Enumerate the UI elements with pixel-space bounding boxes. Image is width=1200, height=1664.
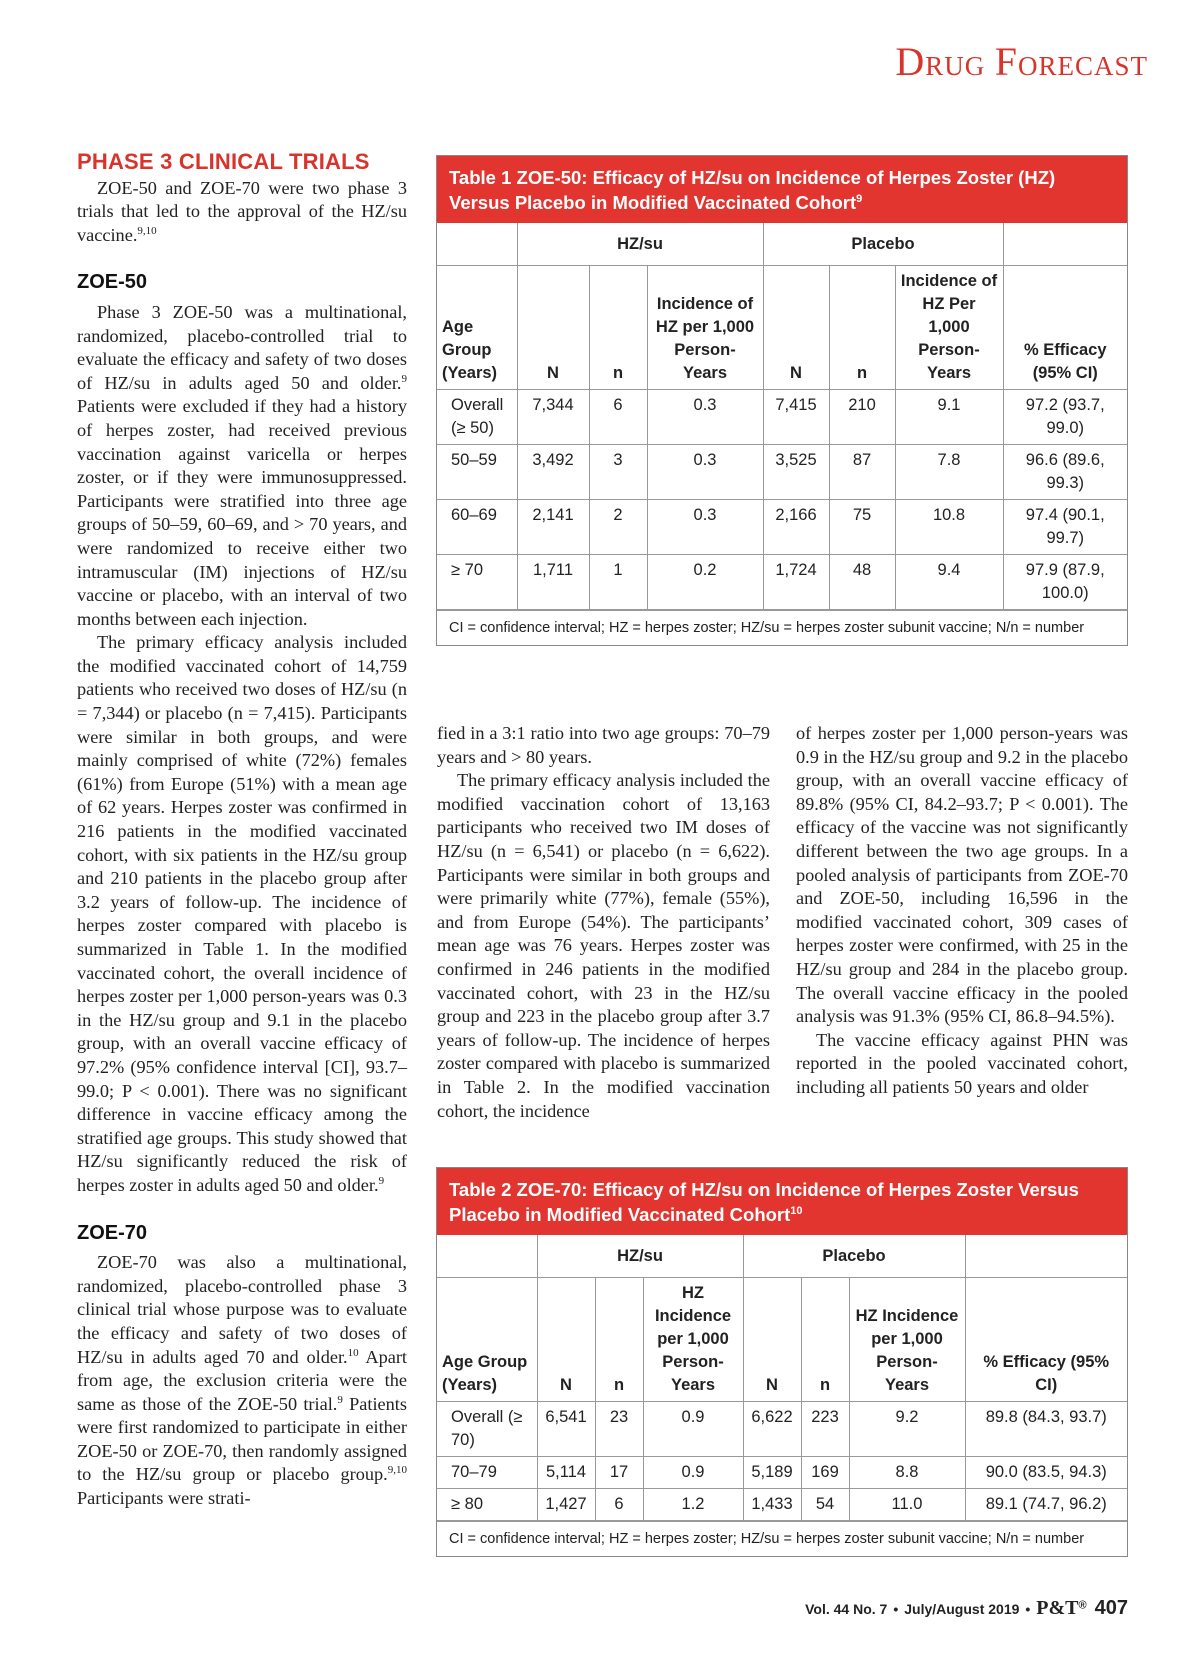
- table-cell: 7,415: [763, 390, 829, 445]
- table-cell: 48: [829, 555, 895, 610]
- table-cell: 3,525: [763, 445, 829, 500]
- table-row: [437, 500, 1127, 555]
- table-cell: 5,114: [537, 1457, 595, 1489]
- table-cell: 23: [595, 1402, 643, 1457]
- page-number: 407: [1094, 1597, 1128, 1619]
- column-header: n: [595, 1278, 643, 1402]
- column-header: HZ Incidence per 1,000 Person-Years: [643, 1278, 743, 1402]
- table-cell: ≥ 80: [437, 1489, 537, 1521]
- group-header-placebo: Placebo: [743, 1235, 965, 1278]
- table-cell: 97.2 (93.7, 99.0): [1003, 390, 1127, 445]
- table-cell: 7.8: [895, 445, 1003, 500]
- column-header: n: [829, 266, 895, 390]
- table-cell: 6,622: [743, 1402, 801, 1457]
- table-cell: 2: [589, 500, 647, 555]
- volume: Vol. 44 No. 7: [805, 1601, 888, 1617]
- table-cell: 1: [589, 555, 647, 610]
- intro-paragraph: ZOE-50 and ZOE-70 were two phase 3 trials that led to the approval of the HZ/su vaccine.$^{9,10}$: [77, 177, 407, 245]
- left-column: [77, 150, 407, 1511]
- right-paragraph-1: of herpes zoster per 1,000 person-years was 0.9 in the HZ/su group and 9.2 in the placebo group, with an overall vaccine efficacy of 89.8% (95% CI, 84.2–93.7; P < 0.001). The efficacy of the vaccine was not significantly different between the two age groups. In a pooled analysis of participants from ZOE-70 and ZOE-50, including 16,596 in the modified vaccinated cohort, 309 cases of herpes zoster were confirmed, with 25 in the HZ/su group and 284 in the placebo group. The overall vaccine efficacy in the pooled analysis was 91.3% (95% CI, 86.8–94.5%).: [796, 723, 1128, 1027]
- table-cell: 97.9 (87.9, 100.0): [1003, 555, 1127, 610]
- right-column: [796, 722, 1128, 1100]
- table-row: [437, 555, 1127, 610]
- table-cell: 1.2: [643, 1489, 743, 1521]
- table-cell: 9.2: [849, 1402, 965, 1457]
- table-2: [436, 1167, 1128, 1557]
- column-header: N: [517, 266, 589, 390]
- journal-name: P&T: [1036, 1597, 1079, 1619]
- column-header: N: [743, 1278, 801, 1402]
- table-row: [437, 390, 1127, 445]
- right-paragraph-2: The vaccine efficacy against PHN was reported in the pooled vaccinated cohort, including all patients 50 years and older: [796, 1029, 1128, 1097]
- table-1-footnote: CI = confidence interval; HZ = herpes zoster; HZ/su = herpes zoster subunit vaccine; N/n = number: [437, 610, 1127, 645]
- table-cell: 97.4 (90.1, 99.7): [1003, 500, 1127, 555]
- table-row: [437, 1457, 1127, 1489]
- table-cell: 96.6 (89.6, 99.3): [1003, 445, 1127, 500]
- column-header: HZ Incidence per 1,000 Person-Years: [849, 1278, 965, 1402]
- section-heading: PHASE 3 CLINICAL TRIALS: [77, 149, 370, 174]
- column-header: Incidence of HZ per 1,000 Person-Years: [647, 266, 763, 390]
- table-cell: 169: [801, 1457, 849, 1489]
- table-cell: 70–79: [437, 1457, 537, 1489]
- table-cell: 10.8: [895, 500, 1003, 555]
- table-cell: 1,433: [743, 1489, 801, 1521]
- table-cell: 9.1: [895, 390, 1003, 445]
- group-header-placebo: Placebo: [763, 223, 1003, 266]
- table-cell: 1,724: [763, 555, 829, 610]
- table-cell: 210: [829, 390, 895, 445]
- table-2-footnote: CI = confidence interval; HZ = herpes zoster; HZ/su = herpes zoster subunit vaccine; N/n = number: [437, 1521, 1127, 1556]
- column-header: N: [537, 1278, 595, 1402]
- mid-paragraph-2: The primary efficacy analysis included the modified vaccination cohort of 13,163 participants who received two IM doses of HZ/su (n = 6,541) or placebo (n = 6,622). Participants were similar in both groups and were primarily white (77%), female (55%), and from Europe (54%). The participants’ mean age was 76 years. Herpes zoster was confirmed in 246 patients in the modified vaccinated cohort, with 23 in the HZ/su group and 223 in the placebo group after 3.7 years of follow-up. The incidence of herpes zoster compared with placebo is summarized in Table 2. In the modified vaccination cohort, the incidence: [437, 770, 770, 1121]
- table-cell: 0.9: [643, 1402, 743, 1457]
- table-cell: 11.0: [849, 1489, 965, 1521]
- table-1: [436, 155, 1128, 646]
- table-cell: 8.8: [849, 1457, 965, 1489]
- zoe50-paragraph-1: Phase 3 ZOE-50 was a multinational, randomized, placebo-controlled trial to evaluate the efficacy and safety of two doses of HZ/su in adults aged 50 and older.$^9$ Patients were excluded if they had a history of herpes zoster, had received previous vaccination against varicella or herpes zoster, or if they were immunosuppressed. Participants were stratified into three age groups of 50–59, 60–69, and > 70 years, and were randomized to receive either two intramuscular (IM) injections of HZ/su vaccine or placebo, with an interval of two months between each injection.: [77, 301, 407, 629]
- table-cell: 5,189: [743, 1457, 801, 1489]
- column-header: Age Group (Years): [437, 266, 517, 390]
- table-row: [437, 1402, 1127, 1457]
- table-cell: 1,711: [517, 555, 589, 610]
- table-cell: 89.1 (74.7, 96.2): [965, 1489, 1127, 1521]
- table-cell: 60–69: [437, 500, 517, 555]
- table-cell: 0.3: [647, 500, 763, 555]
- table-cell: 3: [589, 445, 647, 500]
- table-cell: Overall (≥ 70): [437, 1402, 537, 1457]
- table-2-title: Table 2 ZOE-70: Efficacy of HZ/su on Incidence of Herpes Zoster Versus Placebo in Modified Vaccinated Cohort$^{10}$: [437, 1168, 1127, 1235]
- zoe50-heading: ZOE-50: [77, 271, 148, 294]
- table-cell: 0.9: [643, 1457, 743, 1489]
- column-header: n: [589, 266, 647, 390]
- mid-paragraph-1: fied in a 3:1 ratio into two age groups: 70–79 years and > 80 years.: [437, 723, 770, 767]
- running-header: DRUG FORECAST: [895, 39, 1148, 84]
- table-cell: 0.2: [647, 555, 763, 610]
- table-cell: 6: [589, 390, 647, 445]
- issue-date: July/August 2019: [904, 1601, 1020, 1617]
- table-cell: 223: [801, 1402, 849, 1457]
- table-cell: 1,427: [537, 1489, 595, 1521]
- table-cell: 0.3: [647, 445, 763, 500]
- middle-column: [437, 722, 770, 1123]
- zoe70-paragraph-1: ZOE-70 was also a multinational, randomized, placebo-controlled phase 3 clinical trial whose purpose was to evaluate the efficacy and safety of two doses of HZ/su in adults aged 70 and older.$^{10}$ Apart from age, the exclusion criteria were the same as those of the ZOE-50 trial.$^9$ Patients were first randomized to participate in either ZOE-50 or ZOE-70, then randomly assigned to the HZ/su group or placebo group.$^{9,10}$ Participants were strati-: [77, 1252, 408, 1509]
- column-header: N: [763, 266, 829, 390]
- table-cell: 7,344: [517, 390, 589, 445]
- table-cell: 89.8 (84.3, 93.7): [965, 1402, 1127, 1457]
- table-cell: 17: [595, 1457, 643, 1489]
- table-cell: 6: [595, 1489, 643, 1521]
- table-cell: 75: [829, 500, 895, 555]
- table-row: [437, 445, 1127, 500]
- table-cell: 9.4: [895, 555, 1003, 610]
- table-cell: 0.3: [647, 390, 763, 445]
- zoe50-paragraph-2: The primary efficacy analysis included the modified vaccinated cohort of 14,759 patients who received two doses of HZ/su (n = 7,344) or placebo (n = 7,415). Participants were similar in both groups, and were mainly comprised of white (72%) females (61%) from Europe (51%) with a mean age of 62 years. Herpes zoster was confirmed in 216 patients in the modified vaccinated cohort, with six patients in the HZ/su group and 210 patients in the placebo group after 3.2 years of follow-up. The incidence of herpes zoster compared with placebo is summarized in Table 1. In the modified vaccinated cohort, the overall incidence of herpes zoster per 1,000 person-years was 0.3 in the HZ/su group and 9.1 in the placebo group, with an overall vaccine efficacy of 97.2% (95% confidence interval [CI], 93.7–99.0; P < 0.001). There was no significant difference in vaccine efficacy among the stratified age groups. This study showed that HZ/su significantly reduced the risk of herpes zoster in adults aged 50 and older.$^9$: [77, 632, 407, 1195]
- group-header-hzsu: HZ/su: [517, 223, 763, 266]
- table-cell: Overall (≥ 50): [437, 390, 517, 445]
- column-header: % Efficacy (95% CI): [965, 1278, 1127, 1402]
- table-1-grid: [437, 223, 1127, 610]
- table-cell: 6,541: [537, 1402, 595, 1457]
- table-1-title: Table 1 ZOE-50: Efficacy of HZ/su on Incidence of Herpes Zoster (HZ) Versus Placebo in Modified Vaccinated Cohort$^9$: [437, 156, 1127, 223]
- group-header-hzsu: HZ/su: [537, 1235, 743, 1278]
- zoe70-heading: ZOE-70: [77, 1221, 148, 1244]
- column-header: n: [801, 1278, 849, 1402]
- table-row: [437, 1489, 1127, 1521]
- table-cell: 2,166: [763, 500, 829, 555]
- column-header: % Efficacy (95% CI): [1003, 266, 1127, 390]
- table-cell: ≥ 70: [437, 555, 517, 610]
- table-cell: 90.0 (83.5, 94.3): [965, 1457, 1127, 1489]
- table-2-grid: [437, 1235, 1127, 1521]
- table-cell: 50–59: [437, 445, 517, 500]
- column-header: Age Group (Years): [437, 1278, 537, 1402]
- page-footer: Vol. 44 No. 7 • July/August 2019 • P&T® 407: [805, 1597, 1128, 1619]
- table-cell: 87: [829, 445, 895, 500]
- column-header: Incidence of HZ Per 1,000 Person-Years: [895, 266, 1003, 390]
- table-cell: 2,141: [517, 500, 589, 555]
- table-cell: 54: [801, 1489, 849, 1521]
- table-cell: 3,492: [517, 445, 589, 500]
